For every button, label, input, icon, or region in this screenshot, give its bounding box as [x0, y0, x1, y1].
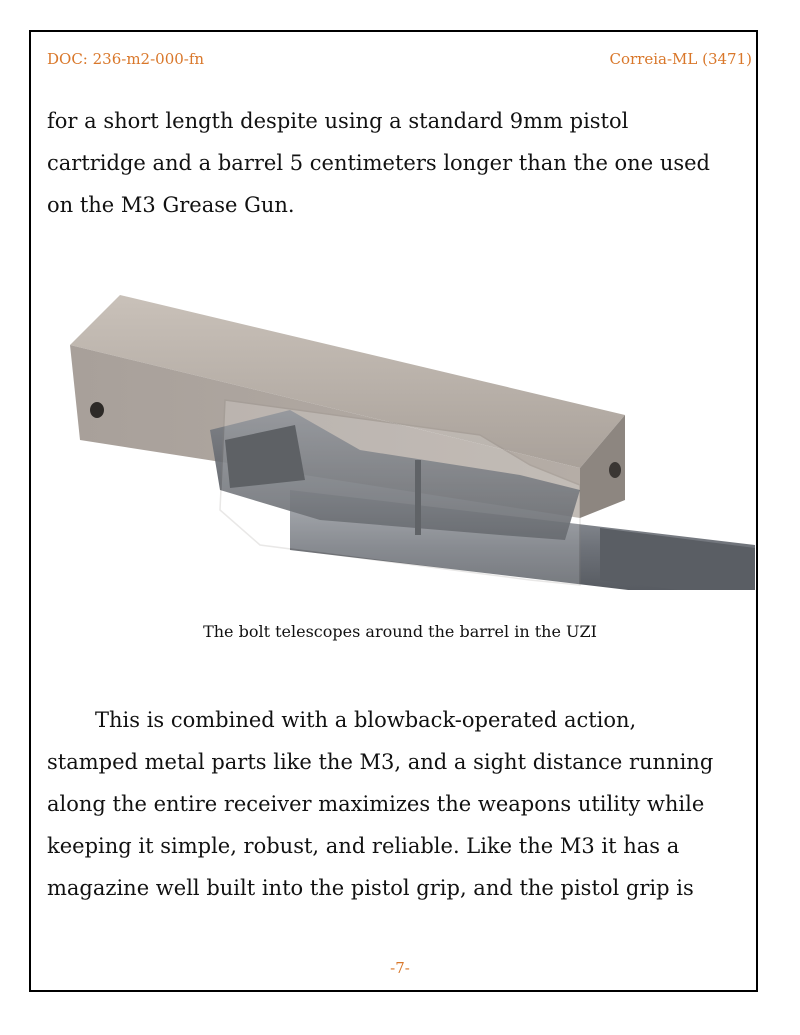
page-number: -7- — [390, 959, 410, 977]
text-line: magazine well built into the pistol grip, and the pistol grip is — [47, 876, 694, 900]
text-line: keeping it simple, robust, and reliable. Like the M3 it has a — [47, 834, 680, 858]
text-line: cartridge and a barrel 5 centimeters longer than the one used — [47, 151, 710, 175]
text-line: for a short length despite using a standard 9mm pistol — [47, 109, 629, 133]
text-line: This is combined with a blowback-operated action, — [95, 708, 637, 732]
text-line: on the M3 Grease Gun. — [47, 193, 295, 217]
bolt-barrel-image — [60, 290, 755, 590]
document-id: DOC: 236-m2-000-fn — [47, 50, 205, 68]
text-line: along the entire receiver maximizes the weapons utility while — [47, 792, 705, 816]
paragraph-intro — [47, 100, 757, 226]
text-line: stamped metal parts like the M3, and a sight distance running — [47, 750, 714, 774]
figure-caption: The bolt telescopes around the barrel in the UZI — [203, 622, 597, 641]
author-reference: Correia-ML (3471) — [609, 50, 752, 68]
paragraph-action — [47, 699, 757, 909]
